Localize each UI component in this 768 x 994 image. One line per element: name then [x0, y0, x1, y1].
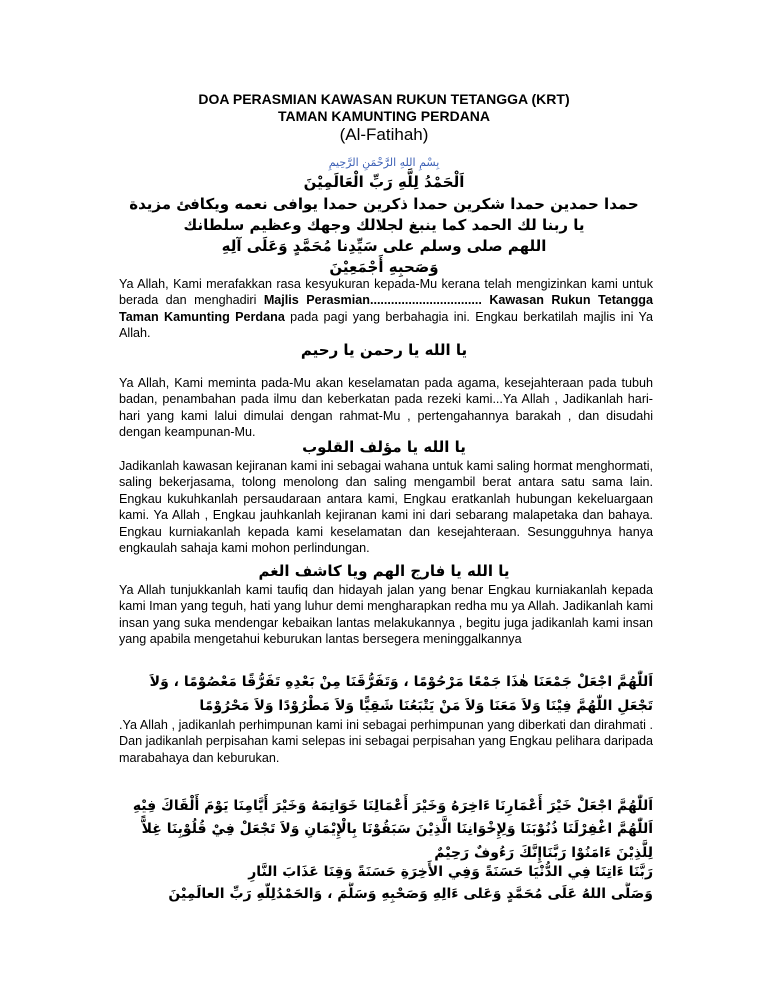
- opening-line-2: حمدا حمدين حمدا شكرين حمدا ذكرين حمدا يوافى نعمه ويكافئ مزيدة: [129, 195, 639, 213]
- opening-line-4: اللهم صلى وسلم على سَيِّدِنا مُحَمَّدٍ وَعَلَى آلِهِ: [221, 237, 547, 255]
- closing-line-2: اَللّٰهُمَّ اغْفِرْلَنَا ذُنُوْبَنَا وَلِإِخْوَانِنَا الَّذِيْنَ سَبَقُوْنَا بِالْإِيْمَانِ وَلاَ تَجْعَلْ فِيْ قُلُوْبِنَا غِلاًّ لِلَّذِيْنَ ءَامَنُوْا رَبَّنَاإِنَّكَ رَءُوفٌ رَحِيْمٌ: [141, 821, 653, 861]
- paragraph-gratitude-text-b: pada pagi yang berbahagia ini. Engkau berkatilah majlis ini Ya Allah.: [119, 309, 653, 341]
- paragraph-safety: Ya Allah, Kami meminta pada-Mu akan keselamatan pada agama, kesejahteraan pada tubuh badan, penambahan pada ilmu dan keberkatan pada rezeki kami...Ya Allah , Jadikanlah hari-hari yang kami lalui dimulai dengan rahmat-Mu , pertengahannya barakah , dan disudahi dengan keampunan-Mu.: [119, 376, 653, 440]
- opening-line-3: يا ربنا لك الحمد كما ينبغ لجلالك وجهك وعظيم سلطانك: [183, 216, 585, 234]
- paragraph-gratitude: [119, 276, 653, 342]
- invocation-rahman: يا الله يا رحمن يا رحيم: [300, 341, 468, 359]
- paragraph-guidance: Ya Allah tunjukkanlah kami taufiq dan hidayah jalan yang benar Engkau kurniakanlah kepada kami Iman yang teguh, hati yang luhur demi mengharapkan redha mu ya Allah. Jadikanlah kami insan yang suka mendengar kebaikan lantas melakukannya , begitu juga jadikanlah kami insan yang apabila mengetahui keburukan lantas bersegera meninggalkannya: [119, 583, 653, 647]
- document-title-line2: TAMAN KAMUNTING PERDANA: [277, 108, 491, 124]
- paragraph-gratitude-event-name: Majlis Perasmian................................ Kawasan Rukun Tetangga Taman Kamunting Perdana: [119, 293, 654, 324]
- arabic-doa-gathering: اَللّٰهُمَّ اجْعَلْ جَمْعَنَا هٰذَا جَمْعًا مَرْحُوْمًا ، وَتَفَرُّقَنَا مِنْ بَعْدِهِ تَفَرُّقًا مَعْصُوْمًا ، وَلاَ تَجْعَلِ اللّٰهُمَّ فِيْنَا وَلاَ مَعَنَا وَلاَ مَنْ يَتْبَعُنَا شَقِيًّا وَلاَ مَطْرُوْدًا وَلاَ مَحْرُوْمًا: [149, 674, 653, 714]
- paragraph-gratitude-text-a: Ya Allah, Kami merafakkan rasa kesyukuran kepada-Mu kerana telah mengizinkan kami untuk berada dan menghadiri: [119, 277, 653, 308]
- invocation-relief: يا الله يا فارج الهم ويا كاشف الغم: [258, 562, 510, 580]
- bismillah-heading: بِسْمِ اللهِ الرَّحْمَنِ الرَّحِيمِ: [328, 156, 440, 169]
- closing-line-1: اَللّٰهُمَّ اجْعَلْ خَيْرَ أَعْمَارِنَا ءَاخِرَهُ وَخَيْرَ أَعْمَالِنَا خَوَاتِمَهُ وَخَيْرَ أَيَّامِنَا يَوْمَ أَلْقَاكَ فِيْهِ: [132, 798, 653, 814]
- opening-line-1: اَلْحَمْدُ لِلَّهِ رَبِّ الْعَالَمِيْنَ: [303, 173, 465, 191]
- closing-line-3: رَبَّنَا ءَاتِنَا فِي الدُّنْيَا حَسَنَةً وَفِي الأَخِرَةِ حَسَنَةً وَقِنَا عَذَابَ النَّارِ: [248, 864, 653, 880]
- document-title-line1: DOA PERASMIAN KAWASAN RUKUN TETANGGA (KRT): [198, 91, 570, 107]
- invocation-hearts: يا الله يا مؤلف القلوب: [302, 438, 466, 456]
- paragraph-gathering: .Ya Allah , jadikanlah perhimpunan kami ini sebagai perhimpunan yang diberkati dan dirahmati . Dan jadikanlah perpisahan kami selepas ini sebagai perpisahan yang Engkau pelihara daripada marabahaya dan keburukan.: [119, 718, 653, 765]
- paragraph-neighbourhood: Jadikanlah kawasan kejiranan kami ini sebagai wahana untuk kami saling hormat menghormati, saling bekerjasama, tolong menolong dan saling mengambil berat antara satu sama lain. Engkau kukuhkanlah persaudaraan antara kami, Engkau eratkanlah hubungan kekeluargaan kami. Ya Allah , Engkau jauhkanlah kejiranan kami ini dari sebarang malapetaka dan bahaya. Engkau kurniakanlah kepada kami keselamatan dan kesejahteraan. Sesungguhnya hanya engkaulah sahaja kami mohon perlindungan.: [119, 459, 653, 556]
- closing-line-4: وَصَلَّى اللهُ عَلَى مُحَمَّدٍ وَعَلى ءَالِهِ وَصَحْبِهِ وَسَلَّمَ ، وَالحَمْدُلِلّهِ رَبِّ العالَمِيْنَ: [168, 886, 653, 902]
- opening-line-5: وَصَحبِهِ أَجْمَعِيْنَ: [329, 258, 439, 276]
- document-subtitle: (Al-Fatihah): [339, 125, 429, 144]
